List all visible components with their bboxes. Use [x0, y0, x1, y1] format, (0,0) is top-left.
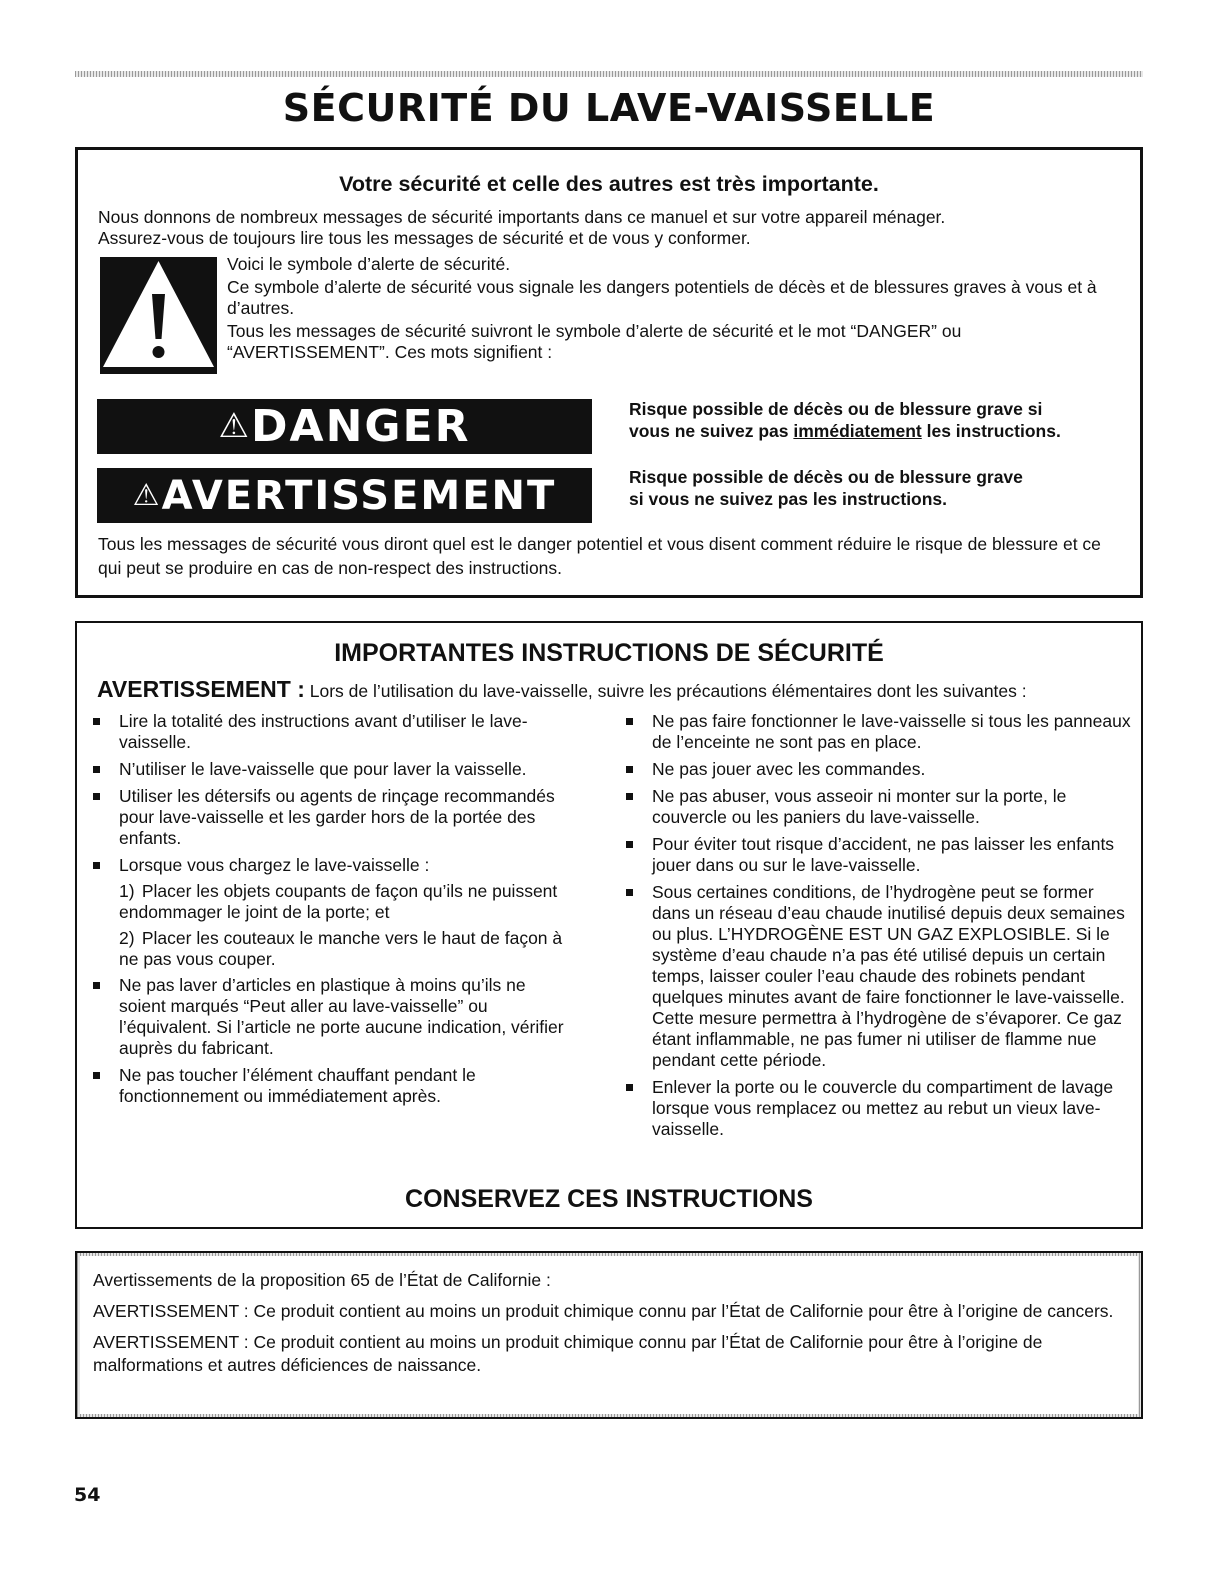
prop65-text	[93, 1269, 1123, 1385]
list-item-text: Ne pas laver d’articles en plastique à moins qu’ils ne soient marqués “Peut aller au lave-vaisselle” ou l’équivalent. Si l’article ne porte aucune indication, vérifier auprès du fabricant.	[119, 975, 564, 1058]
list-item	[622, 834, 1132, 876]
bullet-icon	[626, 793, 633, 800]
prop65-box	[75, 1251, 1143, 1419]
prop65-birth-defect-warning: AVERTISSEMENT : Ce produit contient au moins un produit chimique connu par l’État de Californie pour être à l’origine de malformations et autres déficiences de naissance.	[93, 1332, 1043, 1375]
list-item	[89, 711, 569, 753]
instructions-title: IMPORTANTES INSTRUCTIONS DE SÉCURITÉ	[334, 639, 884, 667]
warning-desc-line2: si vous ne suivez pas les instructions.	[629, 489, 948, 509]
bullet-icon	[93, 718, 100, 725]
safety-intro-line1: Nous donnons de nombreux messages de sécurité importants dans ce manuel et sur votre appareil ménager.	[98, 207, 946, 227]
sub-list-text: Placer les couteaux le manche vers le haut de façon à ne pas vous couper.	[119, 928, 563, 969]
danger-alert-icon: ⚠	[218, 406, 252, 446]
list-item	[622, 759, 1132, 780]
warning-desc-line1: Risque possible de décès ou de blessure grave	[629, 467, 1023, 487]
bullet-icon	[626, 1084, 633, 1091]
top-divider	[75, 71, 1143, 77]
instructions-warning-text: Lors de l’utilisation du lave-vaisselle, suivre les précautions élémentaires dont les suivantes :	[304, 681, 1027, 701]
sub-list-text: Placer les objets coupants de façon qu’ils ne puissent endommager le joint de la porte; et	[119, 881, 558, 922]
instructions-warning	[97, 676, 1027, 703]
important-instructions-box	[75, 621, 1143, 1229]
danger-desc-pre: vous ne suivez pas	[629, 421, 794, 441]
sub-list-item	[89, 928, 569, 970]
list-item	[622, 786, 1132, 828]
page-title: SÉCURITÉ DU LAVE-VAISSELLE	[282, 86, 936, 130]
list-item-text: Lire la totalité des instructions avant d’utiliser le lave-vaisselle.	[119, 711, 528, 752]
list-item-text: Enlever la porte ou le couvercle du compartiment de lavage lorsque vous remplacez ou mettez au rebut un vieux lave-vaisselle.	[652, 1077, 1114, 1139]
danger-desc-emphasis: immédiatement	[793, 421, 922, 441]
list-item-text: Lorsque vous chargez le lave-vaisselle :	[119, 855, 430, 875]
save-instructions-heading: CONSERVEZ CES INSTRUCTIONS	[405, 1185, 813, 1213]
prop65-cancer-warning: AVERTISSEMENT : Ce produit contient au moins un produit chimique connu par l’État de Californie pour être à l’origine de cancers.	[93, 1301, 1114, 1321]
warning-banner	[97, 468, 592, 523]
page-number: 54	[74, 1484, 101, 1506]
danger-description	[629, 398, 1061, 442]
instructions-right-column	[622, 711, 1132, 1146]
danger-desc-post: les instructions.	[921, 421, 1061, 441]
safety-message-box	[75, 147, 1143, 598]
bullet-icon	[93, 793, 100, 800]
list-item-text: N’utiliser le lave-vaisselle que pour laver la vaisselle.	[119, 759, 527, 779]
prop65-heading: Avertissements de la proposition 65 de l’État de Californie :	[93, 1270, 551, 1290]
list-item	[89, 1065, 569, 1107]
safety-alert-triangle-icon	[100, 257, 217, 374]
sub-list-number: 1)	[119, 881, 135, 901]
bullet-icon	[626, 766, 633, 773]
bullet-icon	[93, 982, 100, 989]
bullet-icon	[93, 766, 100, 773]
list-item-text: Ne pas abuser, vous asseoir ni monter sur la porte, le couvercle ou les paniers du lave-vaisselle.	[652, 786, 1067, 827]
bullet-icon	[626, 718, 633, 725]
danger-desc-line1: Risque possible de décès ou de blessure grave si	[629, 399, 1043, 419]
list-item-text: Ne pas jouer avec les commandes.	[652, 759, 926, 779]
list-item	[622, 711, 1132, 753]
instructions-left-column	[89, 711, 569, 1113]
alert-signal-words-line: Tous les messages de sécurité suivront le symbole d’alerte de sécurité et le mot “DANGER” ou “AVERTISSEMENT”. Ces mots signifient :	[227, 321, 962, 362]
list-item	[622, 882, 1132, 1071]
alert-meaning-line: Ce symbole d’alerte de sécurité vous signale les dangers potentiels de décès et de blessures graves à vous et à d’autres.	[227, 277, 1097, 318]
list-item	[89, 786, 569, 849]
safety-footer: Tous les messages de sécurité vous diront quel est le danger potentiel et vous disent comment réduire le risque de blessure et ce qui peut se produire en cas de non-respect des instructions.	[98, 534, 1101, 578]
list-item-text: Pour éviter tout risque d’accident, ne pas laisser les enfants jouer dans ou sur le lave-vaisselle.	[652, 834, 1115, 875]
bullet-icon	[93, 1072, 100, 1079]
list-item	[89, 855, 569, 876]
warning-alert-icon: ⚠	[132, 478, 162, 513]
safety-intro-line2: Assurez-vous de toujours lire tous les messages de sécurité et de vous y conformer.	[98, 228, 751, 248]
list-item-text: Utiliser les détersifs ou agents de rinçage recommandés pour lave-vaisselle et les garder hors de la portée des enfants.	[119, 786, 555, 848]
warning-description	[629, 466, 1023, 510]
list-item-text: Sous certaines conditions, de l’hydrogène peut se former dans un réseau d’eau chaude inutilisé depuis deux semaines ou plus. L’HYDROGÈNE EST UN GAZ EXPLOSIBLE. Si le système d’eau chaude n’a pas été utilisé depuis un certain temps, laisser couler l’eau chaude des robinets pendant quelques minutes avant de faire fonctionner le lave-vaisselle. Cette mesure permettra à l’hydrogène de s’évaporer. Ce gaz étant inflammable, ne pas fumer ni utiliser de flamme nue pendant cette période.	[652, 882, 1125, 1070]
list-item-text: Ne pas faire fonctionner le lave-vaisselle si tous les panneaux de l’enceinte ne sont pas en place.	[652, 711, 1131, 752]
danger-banner	[97, 399, 592, 454]
danger-label: DANGER	[251, 401, 471, 452]
bullet-icon	[626, 841, 633, 848]
bullet-icon	[626, 889, 633, 896]
sub-list-item	[89, 881, 569, 923]
instructions-warning-word: AVERTISSEMENT :	[97, 676, 305, 702]
sub-list-number: 2)	[119, 928, 135, 948]
list-item	[89, 975, 569, 1059]
bullet-icon	[93, 862, 100, 869]
alert-explanation	[227, 254, 1127, 365]
alert-symbol-line: Voici le symbole d’alerte de sécurité.	[227, 254, 511, 274]
list-item	[622, 1077, 1132, 1140]
warning-label: AVERTISSEMENT	[161, 473, 557, 519]
safety-intro	[98, 207, 945, 249]
list-item-text: Ne pas toucher l’élément chauffant pendant le fonctionnement ou immédiatement après.	[119, 1065, 476, 1106]
safety-heading: Votre sécurité et celle des autres est très importante.	[339, 172, 879, 196]
list-item	[89, 759, 569, 780]
danger-desc-line2	[629, 420, 1061, 442]
